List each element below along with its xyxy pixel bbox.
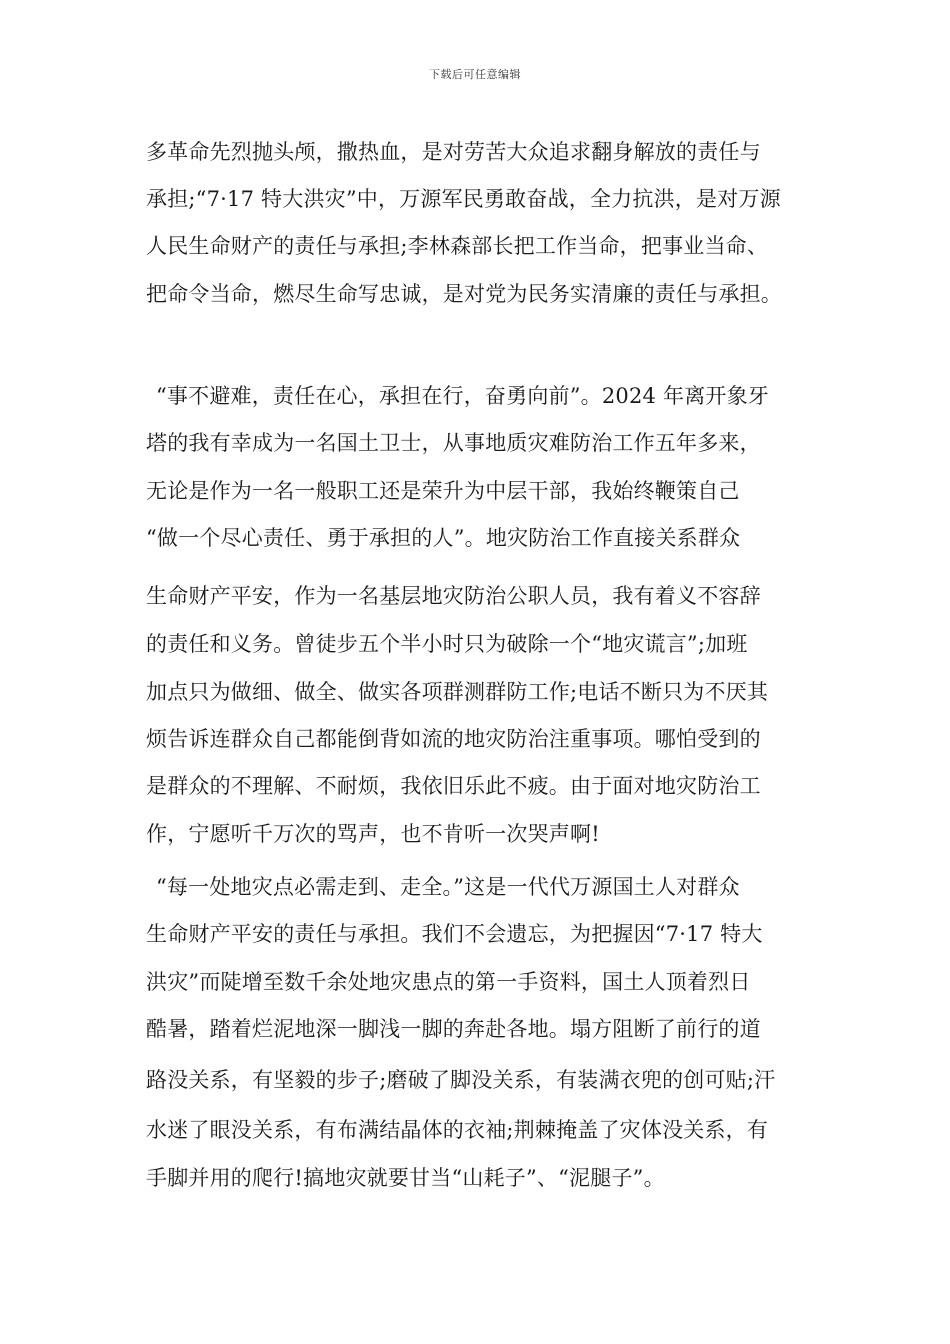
text-line: 承担;“7·17 特大洪灾”中，万源军民勇敢奋战，全力抗洪，是对万源 <box>146 187 781 211</box>
text-line: 手脚并用的爬行!搞地灾就要甘当“山耗子”、“泥腿子”。 <box>146 1166 665 1190</box>
text-line: 烦告诉连群众自己都能倒背如流的地灾防治注重事项。哪怕受到的 <box>146 727 761 751</box>
text-line: 多革命先烈抛头颅，撒热血，是对劳苦大众追求翻身解放的责任与 <box>146 140 761 164</box>
text-line: 作，宁愿听千万次的骂声，也不肯听一次哭声啊! <box>146 822 600 846</box>
text-line: 无论是作为一名一般职工还是荣升为中层干部，我始终鞭策自己 <box>146 479 740 503</box>
text-line: 路没关系，有坚毅的步子;磨破了脚没关系，有装满衣兜的创可贴;汗 <box>146 1068 776 1092</box>
text-line: “事不避难，责任在心，承担在行，奋勇向前”。2024 年离开象牙 <box>156 384 769 408</box>
text-line: 生命财产平安的责任与承担。我们不会遗忘，为把握因“7·17 特大 <box>146 922 763 946</box>
text-line: 生命财产平安，作为一名基层地灾防治公职人员，我有着义不容辞 <box>146 584 761 608</box>
text-line: 把命令当命，燃尽生命写忠诚，是对党为民务实清廉的责任与承担。 <box>146 282 782 306</box>
text-line: 酷暑，踏着烂泥地深一脚浅一脚的奔赴各地。塌方阻断了前行的道 <box>146 1017 761 1041</box>
text-line: 是群众的不理解、不耐烦，我依旧乐此不疲。由于面对地灾防治工 <box>146 774 761 798</box>
text-line: 人民生命财产的责任与承担;李林森部长把工作当命，把事业当命、 <box>146 234 769 258</box>
text-line: 洪灾”而陡增至数千余处地灾患点的第一手资料，国土人顶着烈日 <box>146 970 751 994</box>
text-line: 加点只为做细、做全、做实各项群测群防工作;电话不断只为不厌其 <box>146 680 769 704</box>
text-line: “做一个尽心责任、勇于承担的人”。地灾防治工作直接关系群众 <box>146 526 741 550</box>
text-line: “每一处地灾点必需走到、走全。”这是一代代万源国土人对群众 <box>156 875 740 899</box>
text-line: 的责任和义务。曾徒步五个半小时只为破除一个“地灾谎言”;加班 <box>146 632 748 656</box>
page-header: 下载后可任意编辑 <box>429 68 521 81</box>
text-line: 塔的我有幸成为一名国土卫士，从事地质灾难防治工作五年多来， <box>146 431 761 455</box>
text-line: 水迷了眼没关系，有布满结晶体的衣袖;荆棘掩盖了灾体没关系，有 <box>146 1118 769 1142</box>
